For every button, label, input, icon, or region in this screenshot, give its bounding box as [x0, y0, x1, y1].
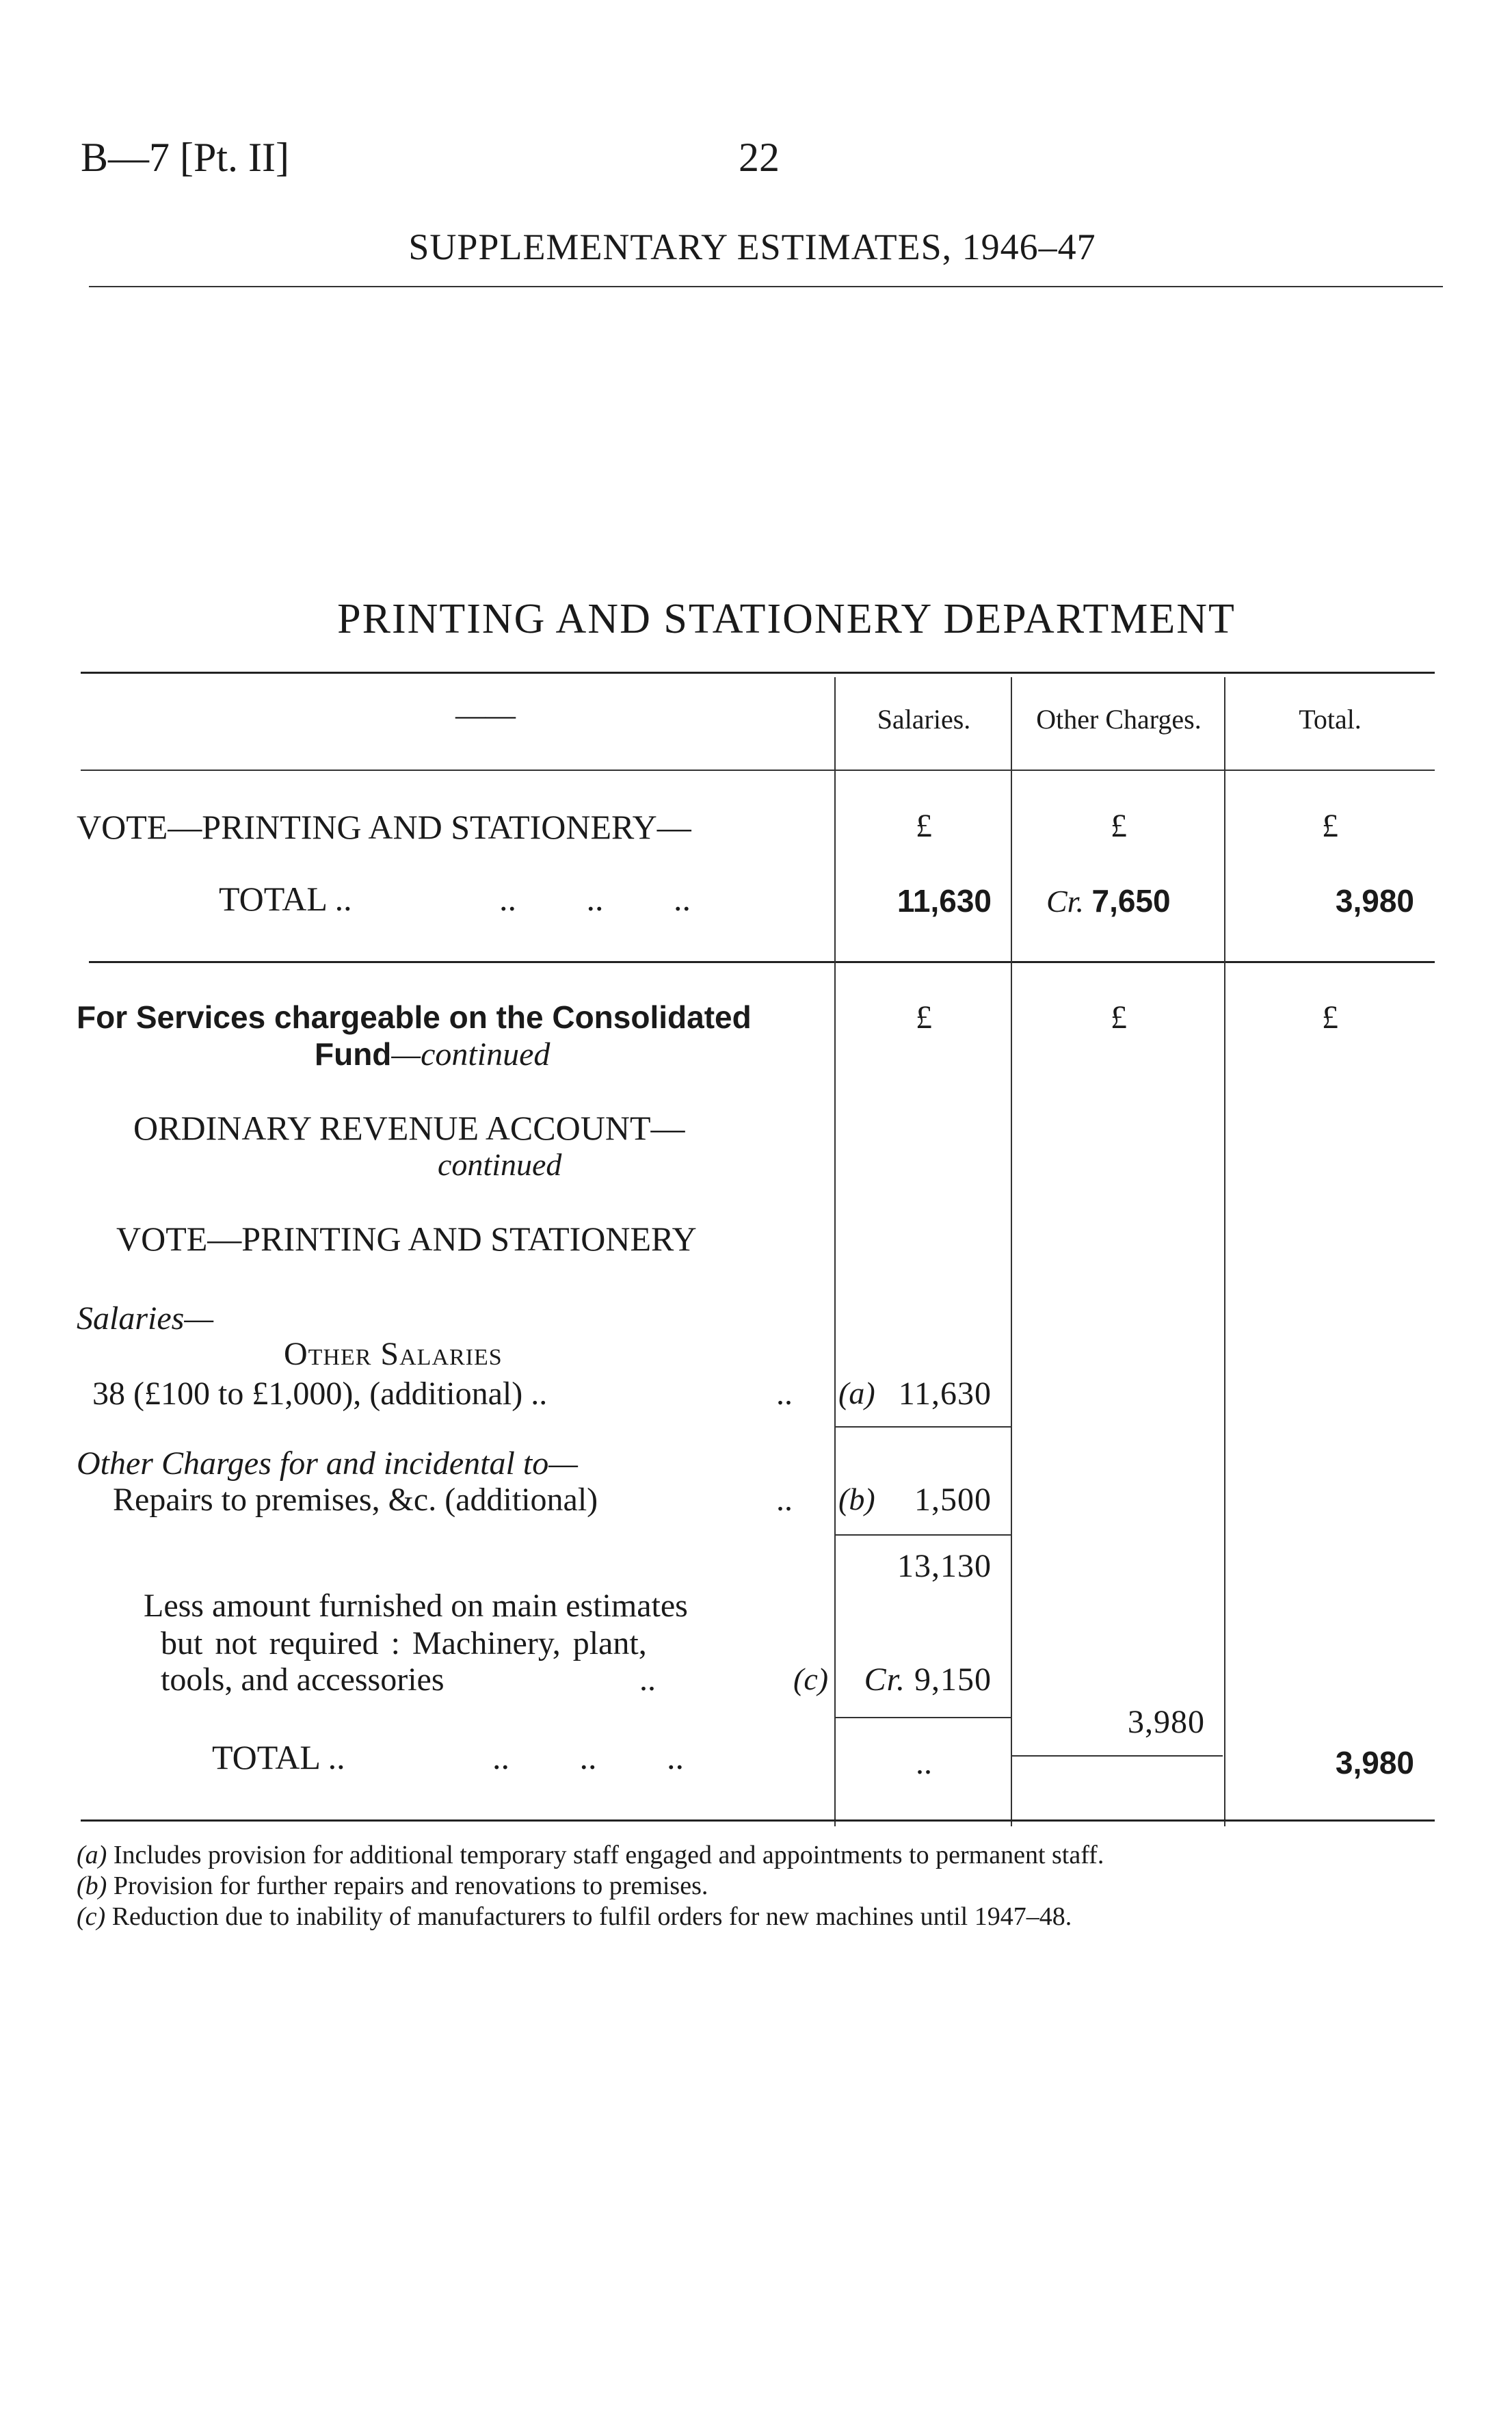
- repairs-item-dots: ..: [776, 1482, 793, 1518]
- salaries-note-mark: (a): [838, 1376, 875, 1410]
- currency-salaries-2: £: [916, 999, 932, 1036]
- title-rule: [81, 672, 1435, 674]
- footnote-c-mark: (c): [77, 1902, 106, 1931]
- currency-salaries-1: £: [916, 808, 932, 844]
- footnote-a: [77, 1840, 1104, 1870]
- column-dash: ——: [455, 698, 516, 732]
- summary-other-amount: 7,650: [1091, 883, 1171, 919]
- summary-other-prefix: Cr.: [1046, 884, 1084, 919]
- salaries-item-amount: 11,630: [898, 1376, 992, 1412]
- summary-rule: [89, 961, 1435, 963]
- currency-other-1: £: [1111, 808, 1127, 844]
- less-subrule: [836, 1717, 1011, 1718]
- salaries-heading: Salaries—: [77, 1300, 214, 1337]
- footnote-a-text: Includes provision for additional temporary staff engaged and appointments to permanent staff.: [113, 1841, 1104, 1869]
- vote-heading: VOTE—PRINTING AND STATIONERY: [116, 1220, 697, 1258]
- footnote-b: [77, 1871, 708, 1901]
- currency-other-2: £: [1111, 999, 1127, 1036]
- summary-total-value: 3,980: [1335, 883, 1414, 919]
- detail-total-label: TOTAL ..: [212, 1738, 345, 1776]
- summary-total-label: TOTAL ..: [219, 880, 352, 918]
- less-line-2: but not required : Machinery, plant,: [161, 1625, 647, 1661]
- column-header-total: Total.: [1299, 704, 1362, 735]
- running-title: SUPPLEMENTARY ESTIMATES, 1946–47: [408, 226, 1096, 267]
- less-amount: [836, 1661, 992, 1698]
- summary-other-value: [1046, 882, 1171, 919]
- detail-total-dots: .. .. ..: [492, 1738, 684, 1776]
- column-divider-3: [1224, 677, 1225, 1826]
- repairs-note-mark: (b): [838, 1482, 875, 1516]
- column-header-salaries: Salaries.: [877, 704, 971, 735]
- less-line-1: Less amount furnished on main estimates: [144, 1588, 688, 1624]
- page-title: PRINTING AND STATIONERY DEPARTMENT: [337, 596, 1236, 642]
- account-heading-line-1: ORDINARY REVENUE ACCOUNT—: [133, 1109, 685, 1147]
- summary-total-dots: .. .. ..: [499, 880, 691, 918]
- repairs-item-label: Repairs to premises, &c. (additional): [113, 1482, 598, 1518]
- less-dots: ..: [639, 1661, 656, 1698]
- document-reference: B—7 [Pt. II]: [81, 135, 289, 180]
- footnote-a-mark: (a): [77, 1841, 107, 1869]
- column-divider-2: [1011, 677, 1012, 1826]
- other-salaries-heading: Other Salaries: [284, 1336, 503, 1372]
- other-charges-subrule: [1012, 1755, 1223, 1757]
- summary-salaries-value: 11,630: [897, 883, 992, 919]
- account-heading-line-2: continued: [438, 1147, 562, 1182]
- detail-heading-line-2: [315, 1036, 550, 1073]
- less-note-mark: (c): [793, 1661, 829, 1696]
- repairs-item-amount: 1,500: [914, 1482, 992, 1518]
- subtotal-amount: 13,130: [897, 1548, 992, 1584]
- grand-total-value: 3,980: [1335, 1745, 1414, 1780]
- page-number: 22: [739, 135, 780, 180]
- salaries-item-label: 38 (£100 to £1,000), (additional) ..: [92, 1376, 548, 1412]
- detail-bottom-rule: [81, 1819, 1435, 1822]
- header-rule: [89, 286, 1443, 287]
- detail-heading-continued: —continued: [391, 1036, 551, 1073]
- footnote-b-text: Provision for further repairs and renovations to premises.: [113, 1871, 708, 1900]
- salaries-subrule: [836, 1426, 1011, 1428]
- detail-heading-fund: Fund: [315, 1036, 392, 1072]
- detail-heading-line-1: For Services chargeable on the Consolidated: [77, 999, 752, 1035]
- detail-salaries-total: ..: [916, 1745, 932, 1781]
- other-charges-total: 3,980: [1128, 1704, 1205, 1740]
- other-charges-heading: Other Charges for and incidental to—: [77, 1445, 578, 1482]
- column-divider-1: [834, 677, 836, 1826]
- less-line-3: tools, and accessories: [161, 1661, 445, 1698]
- currency-total-2: £: [1322, 999, 1338, 1036]
- salaries-item-dots: ..: [776, 1376, 793, 1412]
- summary-vote-label: VOTE—PRINTING AND STATIONERY—: [77, 808, 691, 846]
- footnote-c-text: Reduction due to inability of manufacturers to fulfil orders for new machines until 1947–48.: [111, 1902, 1072, 1931]
- footnote-c: [77, 1902, 1072, 1932]
- less-cr-prefix: Cr.: [864, 1661, 905, 1698]
- currency-total-1: £: [1322, 808, 1338, 844]
- footnote-b-mark: (b): [77, 1871, 107, 1900]
- column-header-other-charges: Other Charges.: [1036, 704, 1202, 735]
- column-header-rule: [81, 770, 1435, 771]
- repairs-subrule: [836, 1534, 1011, 1536]
- less-amount-value: 9,150: [914, 1661, 992, 1698]
